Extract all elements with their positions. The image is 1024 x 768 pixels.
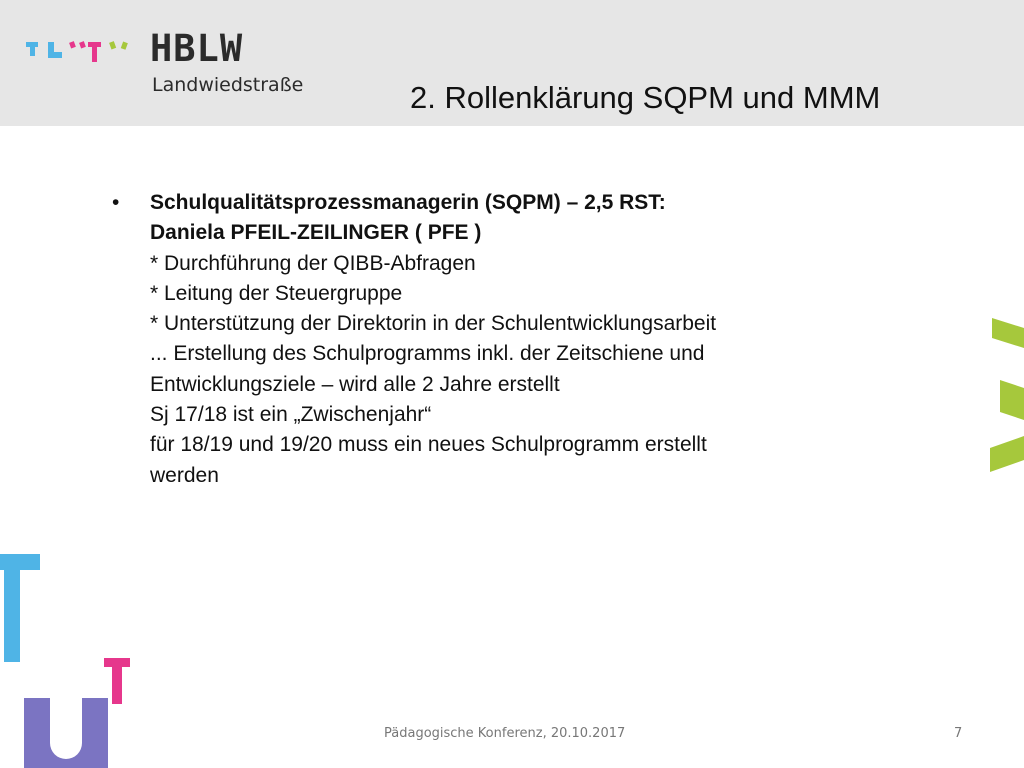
decorative-tu-shape-icon: [0, 548, 140, 768]
text-line: * Unterstützung der Direktorin in der Schulentwicklungsarbeit: [150, 312, 717, 336]
text-line: für 18/19 und 19/20 muss ein neues Schulprogramm erstellt: [150, 433, 707, 457]
logo-mark-icon: [22, 38, 134, 68]
school-location: Landwiedstraße: [152, 74, 304, 96]
text-line: Sj 17/18 ist ein „Zwischenjahr“: [150, 403, 432, 427]
text-line: Entwicklungsziele – wird alle 2 Jahre erstellt: [150, 372, 560, 396]
slide-body: [112, 188, 852, 491]
school-logo-text: HBLW: [150, 27, 244, 70]
page-number: 7: [954, 726, 963, 741]
role-person: Daniela PFEIL-ZEILINGER ( PFE ): [150, 221, 482, 245]
decorative-w-shape-icon: [986, 310, 1024, 480]
text-line: werden: [150, 463, 219, 487]
text-line: ... Erstellung des Schulprogramms inkl. der Zeitschiene und: [150, 342, 705, 366]
bullet-text: [150, 188, 852, 491]
text-line: * Durchführung der QIBB-Abfragen: [150, 251, 476, 275]
slide-header: [0, 0, 1024, 126]
text-line: * Leitung der Steuergruppe: [150, 281, 403, 305]
role-heading: Schulqualitätsprozessmanagerin (SQPM) – 2,5 RST:: [150, 191, 666, 214]
slide-title: 2. Rollenklärung SQPM und MMM: [410, 80, 881, 115]
footer-text: Pädagogische Konferenz, 20.10.2017: [384, 726, 626, 741]
bullet-marker: •: [112, 191, 120, 214]
